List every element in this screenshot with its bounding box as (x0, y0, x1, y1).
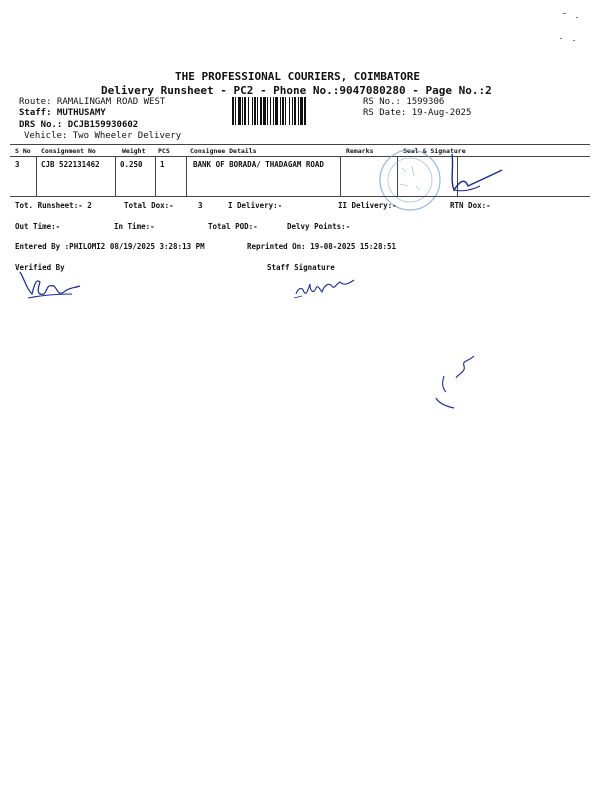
staff-signature-icon (292, 272, 362, 302)
reprinted-on: Reprinted On: 19-08-2025 15:28:51 (247, 242, 397, 251)
scan-speck (560, 38, 562, 39)
scan-speck (563, 13, 566, 14)
row-weight: 0.250 (120, 160, 143, 169)
scan-speck (573, 40, 575, 41)
col-sep (115, 156, 116, 196)
col-sep (155, 156, 156, 196)
rs-date: RS Date: 19-Aug-2025 (363, 108, 472, 118)
ii-delivery: II Delivery:- (338, 201, 397, 210)
th-consignment: Consignment No (41, 147, 96, 155)
th-consignee: Consignee Details (190, 147, 257, 155)
table-top-rule (10, 144, 590, 145)
th-sno: S No (15, 147, 31, 155)
company-title: THE PROFESSIONAL COURIERS, COIMBATORE (175, 70, 421, 83)
delvy-points: Delvy Points:- (287, 222, 351, 231)
rs-number: RS No.: 1599306 (363, 97, 445, 107)
pen-mark-icon (428, 352, 482, 414)
th-pcs: PCS (158, 147, 170, 155)
scan-speck (576, 17, 578, 18)
th-seal: Seal & Signature (403, 147, 466, 155)
total-dox-label: Total Dox:- (124, 201, 174, 210)
staff-label: Staff: MUTHUSAMY (19, 108, 106, 118)
entered-by: Entered By :PHILOMI2 08/19/2025 3:28:13 PM (15, 242, 205, 251)
staff-signature-label: Staff Signature (267, 263, 335, 272)
row-sno: 3 (15, 160, 20, 169)
i-delivery: I Delivery:- (228, 201, 283, 210)
row-pcs: 1 (160, 160, 165, 169)
total-pod: Total POD:- (208, 222, 258, 231)
total-dox-value: 3 (198, 201, 203, 210)
rtn-dox: RTN Dox:- (450, 201, 491, 210)
runsheet-subtitle: Delivery Runsheet - PC2 - Phone No.:9047080280 - Page No.:2 (101, 84, 492, 97)
row-consignment: CJB 522131462 (41, 160, 100, 169)
in-time: In Time:- (114, 222, 155, 231)
th-remarks: Remarks (346, 147, 374, 155)
col-sep (36, 156, 37, 196)
table-bottom-rule (10, 196, 590, 197)
verifier-signature-icon (14, 268, 84, 304)
route-label: Route: RAMALINGAM ROAD WEST (19, 97, 166, 107)
th-weight: Weight (122, 147, 146, 155)
col-sep (340, 156, 341, 196)
vehicle-label: Vehicle: Two Wheeler Delivery (24, 131, 182, 141)
row-consignee: BANK OF BORADA/ THADAGAM ROAD (193, 160, 324, 169)
drs-label: DRS No.: DCJB159930602 (19, 120, 139, 130)
tot-runsheet: Tot. Runsheet:- 2 (15, 201, 92, 210)
out-time: Out Time:- (15, 222, 61, 231)
verified-by-label: Verified By (15, 263, 65, 272)
barcode-icon (232, 97, 354, 125)
col-sep (186, 156, 187, 196)
